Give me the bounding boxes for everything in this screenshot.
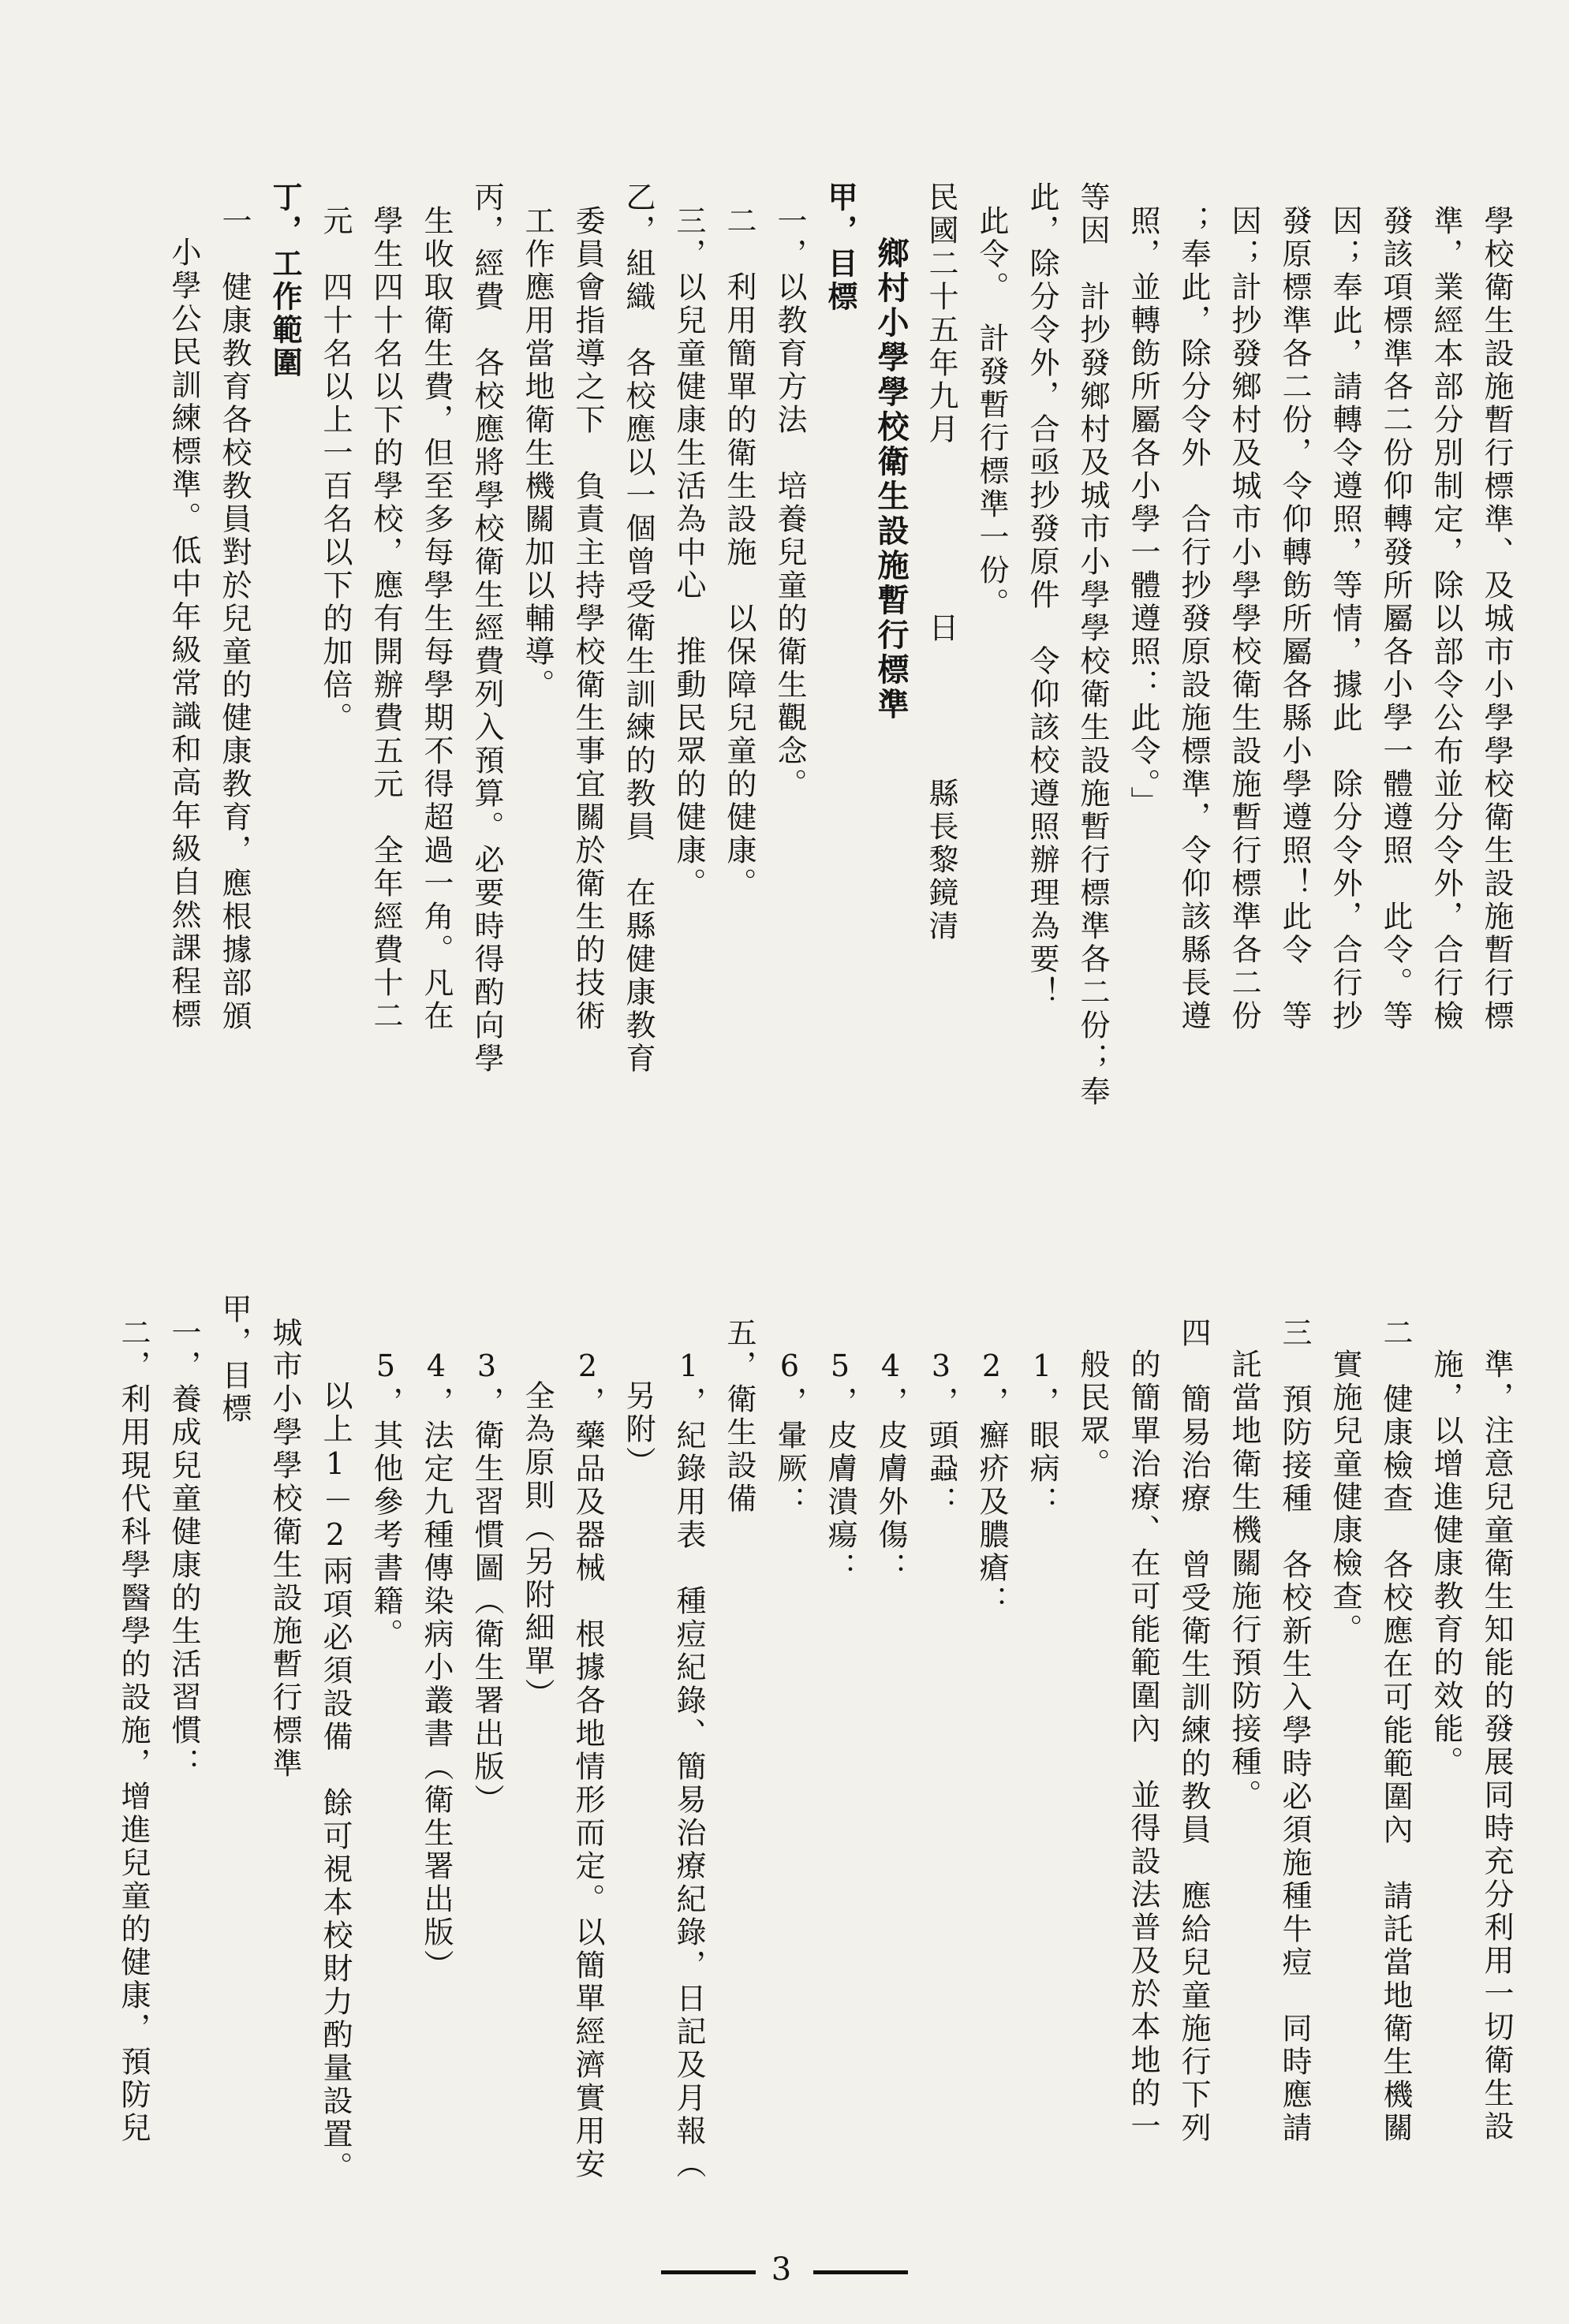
top-text-column: 學校衛生設施暫行標準、及城市小學學校衛生設施暫行標 [1479,205,1514,1033]
bottom-text-column: 五，衛生設備 [722,1317,756,1516]
top-text-column: 照，並轉飭所屬各小學一體遵照：此令。」 [1126,205,1160,819]
top-text-column: 一 健康教育各校教員對於兒童的健康教育，應根據部頒 [217,205,252,1033]
folio-rule-left [661,2270,756,2274]
top-text-column: 鄉村小學學校衛生設施暫行標準 [872,237,910,722]
bottom-text-column: 三 預防接種 各校新生入學時必須施種牛痘 同時應請 [1277,1317,1312,2145]
bottom-text-column: 1，眼病： [1025,1349,1059,1519]
top-text-column: 生收取衛生費，但至多每學生每學期不得超過一角。凡在 [419,205,454,1033]
top-text-column: 委員會指導之下 負責主持學校衛生事宜關於衛生的技術 [570,205,605,1033]
bottom-text-column: 施，以增進健康教育的效能。 [1429,1349,1463,1779]
top-text-column: 丁，工作範圍 [267,181,303,380]
top-text-column: 等因 計抄發鄉村及城市小學學校衛生設施暫行標準各二份；奉 [1075,181,1110,1109]
lower-text-block [39,1293,1522,2184]
top-text-column: 小學公民訓練標準。低中年級常識和高年級自然課程標 [166,237,201,1031]
top-text-column: 發原標準各二份，令仰轉飭所屬各縣小學遵照！此令 等 [1277,205,1312,1033]
bottom-text-column: 4，法定九種傳染病小叢書（衛生署出版） [419,1349,454,1983]
bottom-text-column: 準，注意兒童衛生知能的發展同時充分利用一切衛生設 [1479,1349,1514,2143]
upper-text-block [39,181,1522,1191]
top-text-column: 此，除分令外，合亟抄發原件 令仰該校遵照辦理為要！ [1025,181,1059,1009]
bottom-text-column: 二 健康檢查 各校應在可能範圍內 請託當地衛生機關 [1378,1317,1413,2145]
top-text-column: 元 四十名以上一百名以下的加倍。 [318,205,353,735]
top-text-column: 發該項標準各二份仰轉發所屬各小學一體遵照 此令。等 [1378,205,1413,1033]
bottom-text-column: 全為原則（另附細單） [520,1380,555,1711]
top-text-column: 一，以教育方法 培養兒童的衛生觀念。 [772,205,807,801]
bottom-text-column: 般民眾。 [1075,1349,1110,1481]
top-text-column: 丙，經費 各校應將學校衛生經費列入預算。必要時得酌向學 [469,181,504,1076]
top-text-column: 因；計抄發鄉村及城市小學學校衛生設施暫行標準各二份 [1227,205,1261,1033]
top-text-column: 民國二十五年九月 日 縣長黎鏡清 [924,181,958,943]
bottom-text-column: 3，頭蝨： [924,1349,958,1519]
top-text-column: 學生四十名以下的學校，應有開辦費五元 全年經費十二 [368,205,403,1033]
folio-rule-right [813,2270,908,2274]
page-number [0,2251,1569,2288]
bottom-text-column: 四 簡易治療 曾受衛生訓練的教員 應給兒童施行下列 [1176,1317,1211,2145]
bottom-text-column: 的簡單治療、在可能範圍內 並得設法普及於本地的一 [1126,1349,1160,2143]
bottom-text-column: 甲，目標 [217,1293,252,1426]
bottom-text-column: 5，皮膚潰瘍： [823,1349,857,1585]
top-text-column: 準，業經本部分別制定，除以部令公布並分令外，合行檢 [1429,205,1463,1033]
top-text-column: 因；奉此，請轉令遵照，等情，據此 除分令外，合行抄 [1328,205,1362,1033]
bottom-text-column: 另附） [621,1380,656,1479]
bottom-text-column: 2，癬疥及膿瘡： [974,1349,1009,1618]
bottom-text-column: 城市小學學校衛生設施暫行標準 [267,1317,302,1781]
bottom-text-column: 二，利用現代科學醫學的設施，增進兒童的健康，預防兒 [116,1317,151,2145]
bottom-text-column: 2，藥品及器械 根據各地情形而定。以簡單經濟實用安 [570,1349,605,2181]
top-text-column: ；奉此，除分令外 合行抄發原設施標準，令仰該縣長遵 [1176,205,1211,1033]
page-number-value: 3 [771,2251,798,2288]
bottom-text-column: 5，其他參考書籍。 [368,1349,403,1651]
bottom-text-column: 實施兒童健康檢查。 [1328,1349,1362,1647]
top-text-column: 二 利用簡單的衛生設施 以保障兒童的健康。 [722,205,756,901]
top-text-column: 此令。 計發暫行標準一份。 [974,205,1009,621]
bottom-text-column: 4，皮膚外傷： [873,1349,908,1585]
top-text-column: 甲，目標 [823,181,858,314]
top-text-column: 工作應用當地衛生機關加以輔導。 [520,205,555,702]
bottom-text-column: 6，暈厥： [772,1349,807,1519]
top-text-column: 三，以兒童健康生活為中心 推動民眾的健康。 [671,205,706,901]
bottom-text-column: 1，紀錄用表 種痘紀錄、簡易治療紀錄，日記及月報（ [671,1349,706,2181]
bottom-text-column: 以上1－2兩項必須設備 餘可視本校財力酌量設置。 [318,1380,353,2184]
top-text-column: 乙，組織 各校應以一個曾受衛生訓練的教員 在縣健康教育 [621,181,656,1076]
bottom-text-column: 一，養成兒童健康的生活習慣： [166,1317,201,1781]
bottom-text-column: 託當地衛生機關施行預防接種。 [1227,1349,1261,1812]
bottom-text-column: 3，衛生習慣圖（衛生署出版） [469,1349,504,1817]
